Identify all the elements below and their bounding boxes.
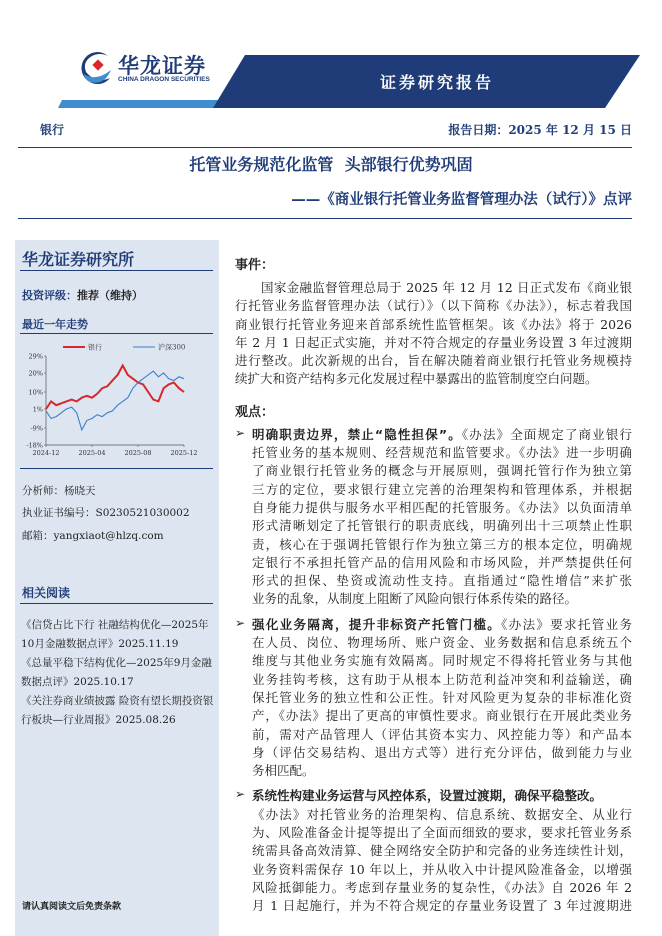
- report-title: 托管业务规范化监管 头部银行优势巩固: [189, 155, 473, 174]
- email[interactable]: 邮箱：yangxiaot@hlzq.com: [22, 530, 164, 542]
- view-heading: 观点：: [235, 404, 275, 420]
- text-line: 形式清晰划定了托管银行的职责底线，明确列出十三项禁止性职: [252, 518, 632, 534]
- text-segment: 《办法》全面规定了商业银行: [461, 426, 632, 442]
- event-heading: 事件：: [235, 258, 275, 273]
- x-tick-label: 2025-08: [124, 449, 152, 457]
- text-line: 业务挂钩考核，这有助于从根本上防范利益冲突和利益输送，确: [252, 671, 632, 687]
- text-line: 月 1 日起施行，并为不符合规定的存量业务设置了 3 年过渡期进: [252, 898, 632, 914]
- text-line: 产，《办法》提出了更高的审慎性要求。商业银行在开展此类业务: [252, 708, 632, 724]
- text-line: 保托管业务的独立性和公正性。针对风险更为复杂的非标准化资: [252, 689, 632, 705]
- bullet-marker-icon: ➢: [235, 615, 246, 630]
- report-type: 证券研究报告: [380, 73, 495, 92]
- text-line: 维度与其他业务实施有效隔离。同时规定不得将托管业务与其他: [252, 653, 632, 669]
- analyst: 分析师：杨晓天: [22, 485, 96, 497]
- text-line: 业务资料需保存 10 年以上，并从收入中计提风险准备金，以增强: [252, 861, 632, 877]
- y-tick-label: 20%: [28, 369, 43, 378]
- text-line: 身（评估交易结构、退出方式等）进行充分评估，做到能力与业: [252, 744, 632, 760]
- viewpoints: [235, 426, 632, 916]
- related-reading-title: 相关阅读: [22, 586, 71, 600]
- text-line: 进行整改。此次新规的出台，旨在解决随着商业银行托管业务规模持: [235, 353, 632, 369]
- related-item[interactable]: 《关注券商业绩披露 险资有望长期投资银行板块—行业周报》2025.08.26: [21, 695, 214, 726]
- viewpoint-first-line: [252, 616, 632, 634]
- brand-name-en: CHINA DRAGON SECURITIES: [118, 76, 210, 83]
- industry-label: 银行: [40, 123, 65, 137]
- bullet-marker-icon: ➢: [235, 425, 246, 440]
- related-item[interactable]: 《总量平稳下结构优化—2025年9月金融数据点评》2025.10.17: [21, 657, 212, 688]
- text-line: 形式的担保、垫资或流动性支持。直指通过“隐性增信”来扩张: [252, 573, 632, 589]
- investment-rating: [22, 287, 143, 303]
- institute-title: 华龙证券研究所: [22, 250, 135, 269]
- viewpoint-first-line: [252, 426, 632, 444]
- text-line: 商业银行托管业务迎来首部系统性监管框架。该《办法》将于 2026: [235, 316, 632, 332]
- event-paragraph: [235, 279, 632, 389]
- trend-chart: [15, 336, 219, 461]
- x-tick-label: 2025-04: [78, 449, 106, 457]
- text-line: 为、风险准备金计提等提出了全面而细致的要求，要求托管业务系: [252, 825, 632, 841]
- text-line: 责，核心在于强调托管银行作为独立第三方的根本定位，明确规: [252, 536, 632, 552]
- text-line: 行托管业务监督管理办法（试行）》（以下简称《办法》），标志着我国: [235, 298, 632, 314]
- text-line: 了商业银行托管业务的概念与开展原则，强调托管行作为独立第: [252, 463, 632, 479]
- legend-label: 银行: [88, 343, 102, 352]
- divider: [20, 603, 213, 604]
- bullet-marker-icon: ➢: [235, 787, 246, 802]
- text-line: 前，需对产品管理人（评估其资本实力、风控能力等）和产品本: [252, 726, 632, 742]
- viewpoint-item: [235, 616, 632, 781]
- rating-label: 投资评级：: [22, 289, 77, 302]
- main-content: [235, 254, 632, 923]
- viewpoint-item: [235, 426, 632, 609]
- trend-title: 最近一年走势: [22, 318, 88, 331]
- report-date: 报告日期：2025 年 12 月 15 日: [448, 123, 632, 137]
- viewpoint-title: 强化业务隔离，提升非标资产托管门槛。: [252, 616, 502, 632]
- x-tick-label: 2024-12: [32, 449, 60, 457]
- divider: [20, 333, 213, 334]
- divider: [20, 468, 213, 469]
- text-segment: 《办法》要求托管业务: [501, 616, 632, 632]
- viewpoint-title: 明确职责边界，禁止“隐性担保”。: [252, 426, 462, 442]
- text-line: 业务的乱象，从制度上阻断了风险向银行体系传染的路径。: [252, 591, 578, 607]
- text-line: 年 2 月 1 日起正式实施，并对不符合规定的存量业务设置 3 年过渡期: [235, 334, 632, 350]
- text-line: 定银行不承担托管产品的信用风险和市场风险，并严禁提供任何: [252, 554, 632, 570]
- legend-label: 沪深300: [158, 343, 186, 352]
- brand-name: 华龙证券: [118, 54, 206, 78]
- divider: [18, 147, 632, 148]
- text-line: 统需具备高效清算、健全网络安全防护和完备的业务连续性计划，: [252, 843, 632, 859]
- sidebar: [15, 240, 219, 936]
- related-item[interactable]: 《信贷占比下行 社融结构优化—2025年10月金融数据点评》2025.11.19: [21, 619, 209, 650]
- text-line: 续扩大和资产结构多元化发展过程中暴露出的监管制度空白问题。: [235, 371, 598, 387]
- related-reading-list: [21, 616, 217, 730]
- y-tick-label: 29%: [28, 352, 43, 361]
- x-tick-label: 2025-12: [170, 449, 198, 457]
- divider: [18, 218, 632, 219]
- disclaimer-note: 请认真阅读文后免责条款: [22, 902, 122, 912]
- viewpoint-first-line: [252, 787, 632, 805]
- y-tick-label: -18%: [26, 441, 43, 450]
- y-tick-label: 10%: [28, 388, 43, 397]
- report-subtitle: ——《商业银行托管业务监督管理办法（试行）》点评: [291, 192, 632, 208]
- text-line: 三方的定位，要求银行建立完善的治理架构和管理体系，并根据: [252, 481, 632, 497]
- text-line: 托管业务的基本规则、经营规范和监管要求。《办法》进一步明确: [252, 445, 632, 461]
- text-line: 风险抵御能力。考虑到存量业务的复杂性，《办法》自 2026 年 2: [252, 879, 632, 895]
- y-tick-label: 1%: [32, 405, 43, 414]
- rating-value: 推荐（维持）: [77, 289, 143, 302]
- text-line: 自身能力提供与服务水平相匹配的托管服务。《办法》以负面清单: [252, 499, 632, 515]
- text-line: 务相匹配。: [252, 763, 315, 779]
- china-dragon-logo: [78, 48, 114, 88]
- license-number: 执业证书编号：S0230521030002: [22, 507, 190, 519]
- y-tick-label: -9%: [30, 424, 43, 433]
- divider: [20, 270, 213, 271]
- text-line: 在人员、岗位、物理场所、账户资金、业务数据和信息系统五个: [252, 635, 632, 651]
- series-line-0: [46, 366, 184, 410]
- viewpoint-title: 系统性构建业务运营与风控体系，设置过渡期，确保平稳整改。: [252, 788, 603, 804]
- text-line: 《办法》对托管业务的治理架构、信息系统、数据安全、从业行: [252, 806, 632, 822]
- viewpoint-item: [235, 787, 632, 915]
- text-line: 国家金融监督管理总局于 2025 年 12 月 12 日正式发布《商业银: [261, 280, 632, 295]
